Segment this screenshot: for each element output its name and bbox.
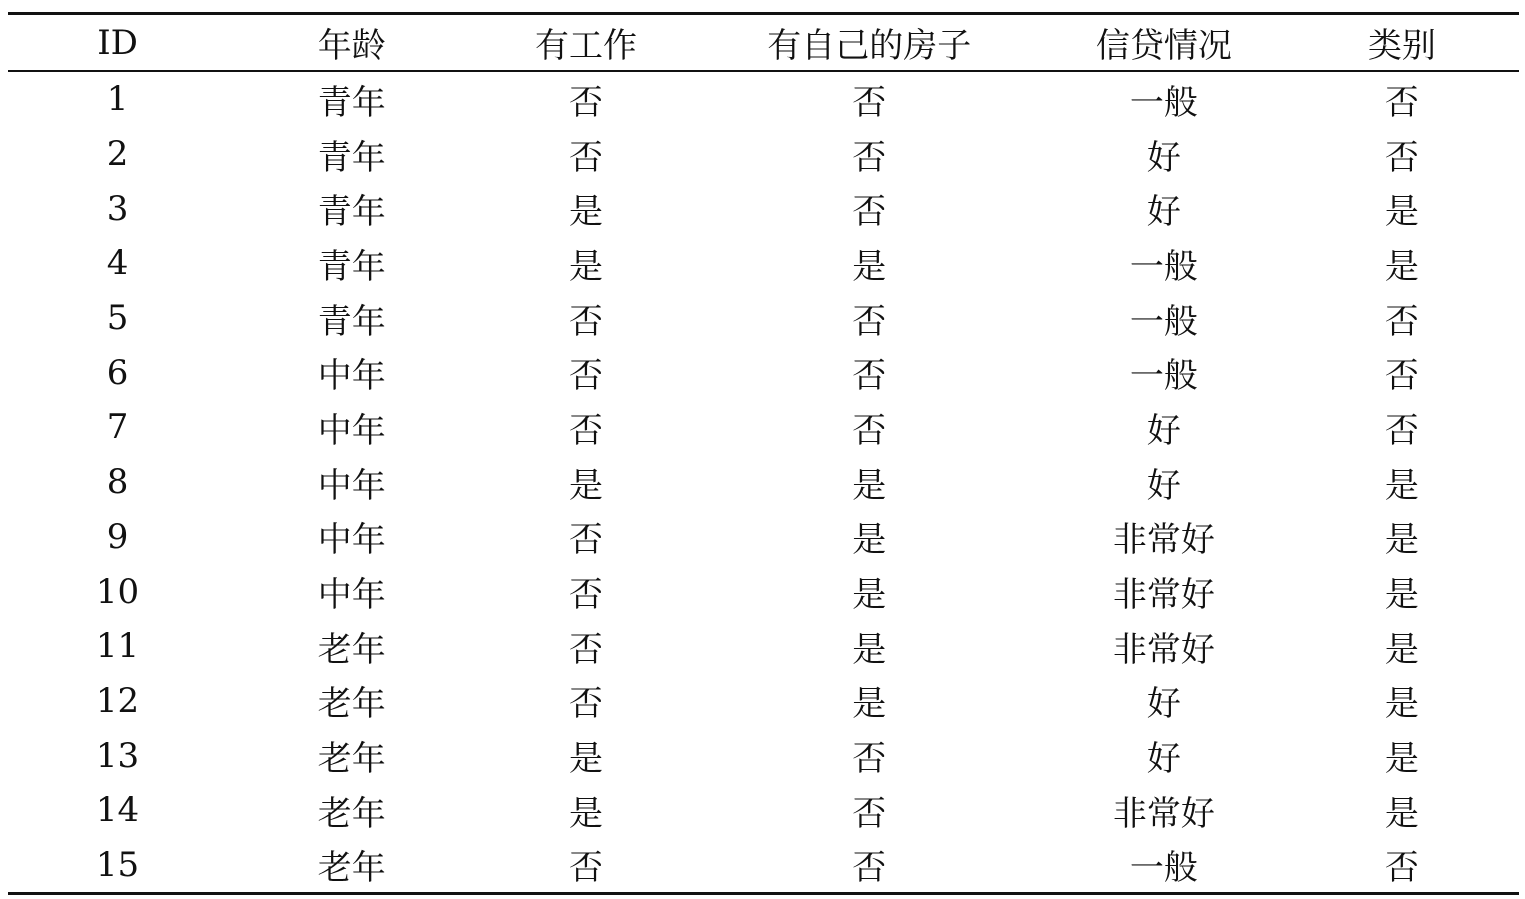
cell-credit: 好 (1146, 739, 1181, 780)
table-row (8, 71, 1519, 127)
cell-has-job: 否 (568, 410, 603, 451)
cell-has-job: 是 (568, 739, 603, 780)
cell-credit: 一般 (1129, 356, 1198, 397)
cell-credit: 一般 (1129, 246, 1198, 287)
cell-age: 青年 (317, 192, 386, 233)
table-row (8, 564, 1519, 619)
cell-age: 中年 (317, 410, 386, 451)
cell-credit: 好 (1146, 192, 1181, 233)
column-header-id: ID (97, 22, 138, 63)
cell-own-house: 否 (852, 410, 887, 451)
table-header (8, 14, 1519, 72)
cell-own-house: 是 (852, 465, 887, 506)
cell-own-house: 是 (852, 684, 887, 725)
data-table-container (8, 12, 1519, 895)
cell-credit: 非常好 (1112, 629, 1215, 670)
column-header-class: 类别 (1367, 26, 1436, 66)
cell-class: 否 (1384, 356, 1419, 397)
cell-credit: 非常好 (1112, 793, 1215, 834)
cell-has-job: 是 (568, 246, 603, 287)
cell-has-job: 是 (568, 793, 603, 834)
cell-class: 是 (1384, 520, 1419, 561)
header-row (8, 14, 1519, 72)
cell-own-house: 否 (852, 356, 887, 397)
cell-own-house: 是 (852, 575, 887, 616)
column-header-has-job: 有工作 (534, 26, 637, 66)
cell-class: 是 (1384, 246, 1419, 287)
cell-age: 中年 (317, 520, 386, 561)
cell-age: 老年 (317, 848, 386, 889)
cell-own-house: 否 (852, 301, 887, 342)
column-header-credit: 信贷情况 (1095, 26, 1232, 66)
cell-own-house: 否 (852, 848, 887, 889)
cell-id: 8 (106, 462, 129, 503)
cell-credit: 好 (1146, 137, 1181, 178)
cell-id: 13 (95, 735, 140, 776)
cell-id: 3 (106, 188, 129, 229)
cell-credit: 好 (1146, 684, 1181, 725)
table-row (8, 127, 1519, 182)
cell-class: 否 (1384, 848, 1419, 889)
cell-credit: 一般 (1129, 82, 1198, 123)
cell-age: 中年 (317, 356, 386, 397)
cell-age: 老年 (317, 629, 386, 670)
cell-class: 是 (1384, 629, 1419, 670)
cell-has-job: 否 (568, 629, 603, 670)
cell-has-job: 是 (568, 465, 603, 506)
cell-age: 老年 (317, 684, 386, 725)
cell-has-job: 否 (568, 356, 603, 397)
table-row (8, 455, 1519, 510)
table-row (8, 783, 1519, 838)
cell-id: 9 (106, 516, 129, 557)
cell-id: 10 (95, 571, 140, 612)
cell-has-job: 否 (568, 520, 603, 561)
cell-credit: 好 (1146, 410, 1181, 451)
cell-age: 青年 (317, 246, 386, 287)
table-row (8, 181, 1519, 236)
cell-id: 5 (106, 298, 129, 339)
cell-has-job: 是 (568, 192, 603, 233)
cell-own-house: 是 (852, 629, 887, 670)
table-row (8, 236, 1519, 291)
cell-class: 是 (1384, 575, 1419, 616)
cell-class: 否 (1384, 82, 1419, 123)
cell-id: 11 (95, 626, 140, 667)
cell-has-job: 否 (568, 301, 603, 342)
cell-id: 2 (106, 134, 129, 175)
cell-id: 1 (106, 79, 129, 120)
cell-credit: 好 (1146, 465, 1181, 506)
cell-age: 中年 (317, 575, 386, 616)
cell-class: 是 (1384, 793, 1419, 834)
cell-id: 6 (106, 352, 129, 393)
data-table (8, 12, 1519, 895)
table-row (8, 674, 1519, 729)
cell-class: 是 (1384, 684, 1419, 725)
cell-has-job: 否 (568, 684, 603, 725)
cell-age: 老年 (317, 739, 386, 780)
cell-id: 12 (95, 680, 140, 721)
cell-class: 是 (1384, 192, 1419, 233)
cell-age: 青年 (317, 82, 386, 123)
cell-own-house: 是 (852, 520, 887, 561)
cell-credit: 非常好 (1112, 520, 1215, 561)
cell-has-job: 否 (568, 82, 603, 123)
cell-class: 是 (1384, 465, 1419, 506)
cell-credit: 一般 (1129, 848, 1198, 889)
cell-own-house: 是 (852, 246, 887, 287)
table-row (8, 400, 1519, 455)
cell-age: 老年 (317, 793, 386, 834)
table-row (8, 510, 1519, 565)
table-body (8, 71, 1519, 894)
cell-credit: 非常好 (1112, 575, 1215, 616)
table-row (8, 838, 1519, 894)
table-row (8, 291, 1519, 346)
cell-has-job: 否 (568, 137, 603, 178)
table-row (8, 619, 1519, 674)
cell-own-house: 否 (852, 82, 887, 123)
cell-id: 4 (106, 243, 129, 284)
table-row (8, 345, 1519, 400)
cell-id: 7 (106, 407, 129, 448)
cell-has-job: 否 (568, 575, 603, 616)
column-header-age: 年龄 (317, 26, 386, 66)
cell-own-house: 否 (852, 192, 887, 233)
cell-own-house: 否 (852, 793, 887, 834)
cell-age: 青年 (317, 137, 386, 178)
cell-class: 否 (1384, 410, 1419, 451)
cell-class: 否 (1384, 301, 1419, 342)
cell-age: 中年 (317, 465, 386, 506)
cell-age: 青年 (317, 301, 386, 342)
cell-own-house: 否 (852, 739, 887, 780)
cell-own-house: 否 (852, 137, 887, 178)
column-header-own-house: 有自己的房子 (767, 26, 972, 66)
cell-class: 是 (1384, 739, 1419, 780)
table-row (8, 728, 1519, 783)
cell-id: 14 (95, 790, 140, 831)
cell-has-job: 否 (568, 848, 603, 889)
cell-class: 否 (1384, 137, 1419, 178)
cell-credit: 一般 (1129, 301, 1198, 342)
cell-id: 15 (95, 844, 140, 885)
